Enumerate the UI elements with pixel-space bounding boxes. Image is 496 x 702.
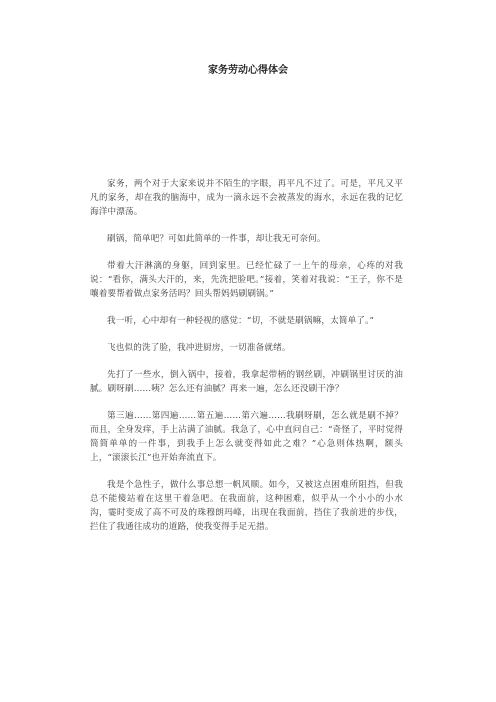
paragraph-2: 刷锅，简单吧？可如此简单的一件事，却让我无可奈何。 bbox=[107, 234, 326, 244]
paragraph-5: 飞也似的洗了脸，我冲进厨房，一切准备就绪。 bbox=[107, 343, 291, 353]
document-body bbox=[90, 177, 403, 547]
paragraph-8: 我是个急性子，做什么事总想一帆风顺。如今，又被这点困难所阻挡，但我总不能傻站着在这里干着急吧。在我面前，这种困难，似乎从一个小小的小水沟，霎时变成了高不可及的珠穆朗玛峰，出现在我面前，挡住了我前进的步伐，拦住了我通往成功的道路，使我变得手足无措。 bbox=[90, 480, 403, 532]
paragraph-6: 先打了一些水，倒入锅中，接着，我拿起带柄的钢丝刷，冲刷锅里讨厌的油腻。刷呀刷……咦？怎么还有油腻？再来一遍，怎么还没刷干净？ bbox=[90, 370, 403, 394]
paragraph-1: 家务，两个对于大家来说并不陌生的字眼，再平凡不过了。可是，平凡又平凡的家务，却在我的脑海中，成为一滴永远不会被蒸发的海水，永远在我的记忆海洋中漂荡。 bbox=[90, 179, 403, 217]
paragraph-4: 我一听，心中却有一种轻视的感觉：“切，不就是刷锅嘛，太简单了。” bbox=[107, 316, 375, 326]
paragraph-3: 带着大汗淋漓的身躯，回到家里。已经忙碌了一上午的母亲，心疼的对我说：“看你，满头大汗的，来，先洗把脸吧。”接着，笑着对我说：“王子，你不是嚷着要帮着做点家务活吗？回头帮妈妈刷刷锅。” bbox=[90, 261, 403, 299]
document-title: 家务劳动心得体会 bbox=[208, 65, 288, 76]
paragraph-7: 第三遍……第四遍……第五遍……第六遍……我刷呀刷，怎么就是刷不掉？而且，全身发痒，手上沾满了油腻。我急了，心中直问自己：“奇怪了，平时觉得简简单单的一件事，到我手上怎么就变得如此之难？”心急则体热啊，额头上，“滚滚长江”也开始奔流直下。 bbox=[90, 411, 403, 463]
